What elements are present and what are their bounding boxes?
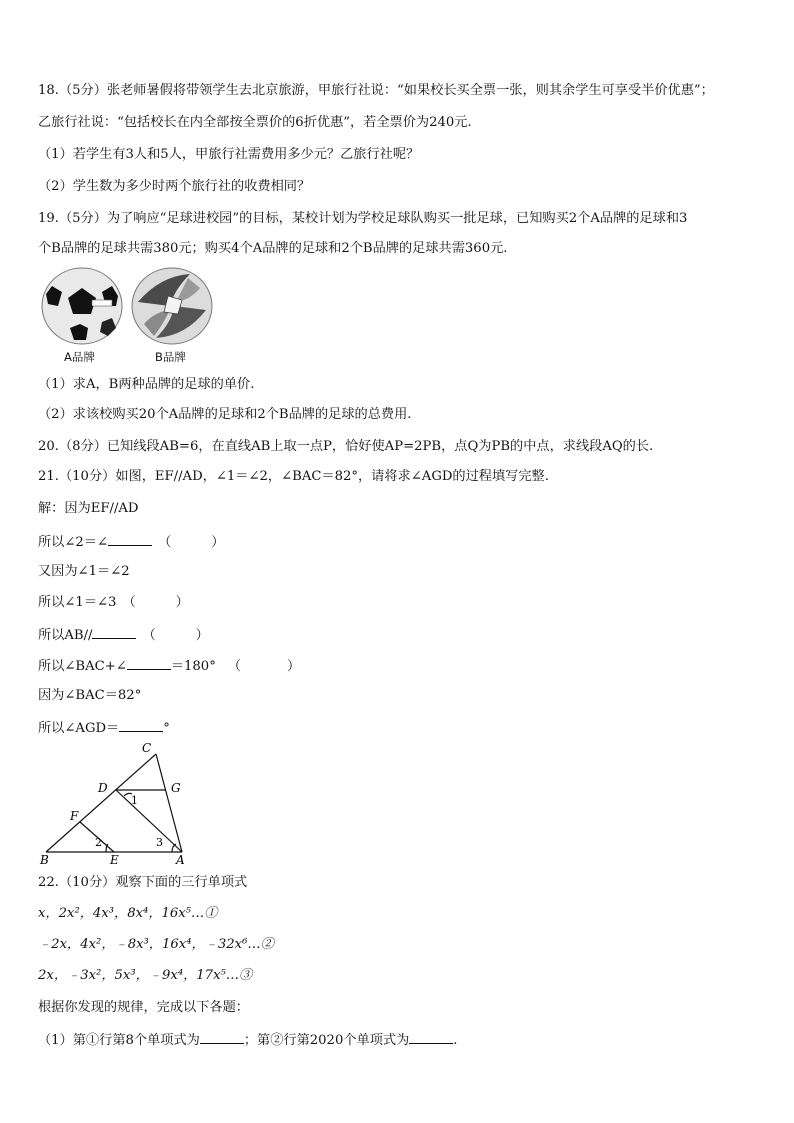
q22-line1: 22.（10分）观察下面的三行单项式 bbox=[38, 875, 248, 890]
paren-close: ） bbox=[211, 535, 225, 550]
q21-step0: 解：因为EF//AD bbox=[38, 501, 139, 516]
answer-blank[interactable] bbox=[127, 656, 171, 670]
q21-step5-text: 所以∠BAC+∠ bbox=[38, 659, 127, 674]
degree-sign: ° bbox=[163, 721, 170, 736]
q21-step7 bbox=[38, 718, 170, 738]
answer-blank[interactable] bbox=[200, 1030, 244, 1044]
label-angle-1: 1 bbox=[131, 794, 138, 807]
paren-close: ） bbox=[286, 659, 301, 674]
q22-row3: 2x，﹣3x²，5x³，﹣9x⁴，17x⁵…③ bbox=[38, 968, 253, 983]
q18-line2: 乙旅行社说：“包括校长在内全部按全票价的6折优惠”，若全票价为240元. bbox=[38, 115, 472, 130]
label-b: B bbox=[40, 853, 49, 867]
paren-open: （ bbox=[158, 535, 172, 550]
answer-blank[interactable] bbox=[92, 625, 136, 639]
q21-line1: 21.（10分）如图，EF//AD，∠1＝∠2，∠BAC＝82°，请将求∠AGD的过程填写完整. bbox=[38, 469, 549, 484]
q19-sub2: （2）求该校购买20个A品牌的足球和2个B品牌的足球的总费用. bbox=[38, 407, 412, 422]
q21-step6: 因为∠BAC＝82° bbox=[38, 688, 142, 703]
q18-line1: 18.（5分）张老师暑假将带领学生去北京旅游，甲旅行社说：“如果校长买全票一张，则其余学生可享受半价优惠”； bbox=[38, 83, 714, 98]
answer-blank[interactable] bbox=[119, 718, 163, 732]
q19-line2: 个B品牌的足球共需380元；购买4个A品牌的足球和2个B品牌的足球共需360元. bbox=[38, 241, 508, 256]
paren-close: ） bbox=[175, 595, 189, 610]
q21-step5-eq: ＝180° bbox=[170, 659, 216, 674]
paren-close: ） bbox=[195, 628, 209, 643]
label-angle-3: 3 bbox=[156, 836, 163, 849]
q22-sub1-c: . bbox=[453, 1033, 458, 1048]
q21-step7-text: 所以∠AGD＝ bbox=[38, 721, 120, 736]
q19-line1: 19.（5分）为了响应“足球进校园”的目标，某校计划为学校足球队购买一批足球，已知购买2个A品牌的足球和3 bbox=[38, 211, 688, 226]
q21-step3-text: 所以∠1＝∠3 bbox=[38, 595, 117, 610]
answer-blank[interactable] bbox=[108, 532, 152, 546]
ball-b-label: B品牌 bbox=[155, 350, 186, 364]
q22-row2: ﹣2x，4x²，﹣8x³，16x⁴，﹣32x⁶…② bbox=[38, 937, 274, 952]
q18-sub2: （2）学生数为多少时两个旅行社的收费相同？ bbox=[38, 179, 311, 194]
label-f: F bbox=[70, 809, 79, 823]
q21-step4-text: 所以AB// bbox=[38, 628, 93, 643]
q22-sub1-b: ；第②行第2020个单项式为 bbox=[243, 1033, 410, 1048]
ball-a-label: A品牌 bbox=[64, 350, 95, 364]
q18-sub1: （1）若学生有3人和5人，甲旅行社需费用多少元？乙旅行社呢？ bbox=[38, 147, 420, 162]
q21-step2: 又因为∠1＝∠2 bbox=[38, 564, 130, 579]
q21-step4 bbox=[38, 625, 209, 645]
q19-sub1: （1）求A，B两种品牌的足球的单价. bbox=[38, 377, 255, 392]
label-c: C bbox=[142, 741, 152, 755]
label-a: A bbox=[176, 853, 185, 867]
paren-open: （ bbox=[122, 595, 136, 610]
q22-row1: x，2x²，4x³，8x⁴，16x⁵…① bbox=[38, 906, 218, 921]
q21-step1-text: 所以∠2＝∠ bbox=[38, 535, 109, 550]
paren-open: （ bbox=[227, 659, 241, 674]
q21-step5 bbox=[38, 656, 300, 676]
label-d: D bbox=[98, 781, 108, 795]
label-g: G bbox=[171, 781, 181, 795]
q22-sub1 bbox=[38, 1030, 457, 1050]
q21-step3 bbox=[38, 594, 189, 612]
q20-line1: 20.（8分）已知线段AB=6，在直线AB上取一点P，恰好使AP=2PB，点Q为PB的中点，求线段AQ的长. bbox=[38, 439, 654, 454]
paren-open: （ bbox=[142, 628, 156, 643]
answer-blank[interactable] bbox=[409, 1030, 453, 1044]
q21-step1 bbox=[38, 532, 224, 552]
soccer-ball-b-image bbox=[130, 266, 214, 350]
label-e: E bbox=[110, 853, 119, 867]
q22-sub1-a: （1）第①行第8个单项式为 bbox=[38, 1033, 200, 1048]
segment-da bbox=[116, 790, 182, 852]
geometry-figure bbox=[36, 740, 196, 874]
soccer-ball-a-image bbox=[40, 266, 124, 350]
q22-prompt: 根据你发现的规律，完成以下各题： bbox=[38, 1000, 249, 1015]
label-angle-2: 2 bbox=[95, 836, 102, 849]
